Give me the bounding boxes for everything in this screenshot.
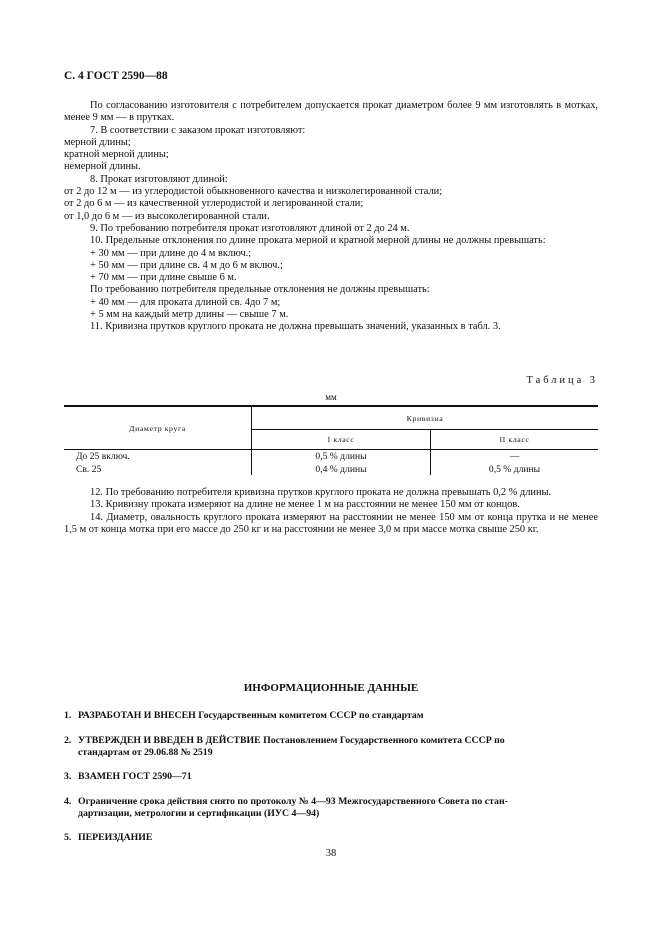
list-item: от 2 до 6 м — из качественной углеродистой и легированной стали;: [64, 198, 364, 210]
info-item-number: 2.: [64, 735, 72, 746]
clause-13: 13. Кривизну проката измеряют на длине не менее 1 м на расстоянии не менее 150 мм от концов.: [90, 499, 520, 511]
column-header-diameter: Диаметр круга: [64, 406, 252, 450]
paragraph-customer-deviations: По требованию потребителя предельные отклонения не должны превышать:: [90, 284, 430, 296]
clause-14: 14. Диаметр, овальность круглого проката измеряют на расстоянии не менее 150 мм от конца прутка и не менее 1,5 м от конца мотка при его массе до 250 кг и на расстоянии не менее 3,0 м при массе мотка свыше 250 кг.: [64, 511, 598, 535]
info-item-text: РАЗРАБОТАН И ВНЕСЕН Государственным комитетом СССР по стандартам: [78, 710, 424, 721]
info-item-text: дартизации, метрологии и сертификации (ИУС 4—94): [78, 807, 320, 819]
column-header-class-1: I класс: [252, 430, 431, 450]
column-header-class-2: II класс: [431, 430, 599, 450]
info-item-text: Ограничение срока действия снято по протоколу № 4—93 Межгосударственного Совета по стан-: [78, 796, 508, 807]
list-item: от 2 до 12 м — из углеродистой обыкновенного качества и низколегированной стали;: [64, 186, 443, 198]
page-header: С. 4 ГОСТ 2590—88: [64, 70, 168, 82]
table-row: [64, 463, 598, 476]
list-item: мерной длины;: [64, 136, 131, 148]
list-item: + 5 мм на каждый метр длины — свыше 7 м.: [90, 309, 289, 321]
table-cell: 0,5 % длины: [252, 450, 431, 463]
clause-8: 8. Прокат изготовляют длиной:: [90, 173, 228, 185]
table-caption: Таблица 3: [526, 375, 598, 386]
table-units: мм: [325, 392, 337, 402]
info-item-number: 4.: [64, 796, 72, 807]
list-item: + 70 мм — при длине свыше 6 м.: [90, 272, 237, 284]
info-item-number: 5.: [64, 832, 72, 843]
info-item-text: стандартам от 29.06.88 № 2519: [78, 746, 213, 758]
list-item: + 50 мм — при длине св. 4 м до 6 м включ.;: [90, 259, 283, 271]
clause-10: 10. Предельные отклонения по длине проката мерной и кратной мерной длины не должны превышать:: [90, 235, 546, 247]
table-cell: До 25 включ.: [64, 450, 252, 463]
curvature-table: [64, 405, 598, 475]
page-number: 38: [325, 848, 337, 859]
column-header-curvature: Кривизна: [252, 406, 599, 430]
info-item: [64, 832, 598, 844]
list-item: кратной мерной длины;: [64, 149, 169, 161]
clause-9: 9. По требованию потребителя прокат изготовляют длиной от 2 до 24 м.: [90, 222, 410, 234]
main-text-continued: [64, 487, 598, 536]
info-item: [64, 796, 598, 820]
info-item: [64, 735, 598, 759]
info-item-text: УТВЕРЖДЕН И ВВЕДЕН В ДЕЙСТВИЕ Постановлением Государственного комитета СССР по: [78, 735, 505, 746]
table-cell: 0,5 % длины: [488, 463, 541, 475]
info-item-text: ПЕРЕИЗДАНИЕ: [78, 832, 153, 843]
list-item: немерной длины.: [64, 161, 141, 173]
list-item: + 30 мм — при длине до 4 м включ.;: [90, 247, 252, 259]
info-item-number: 3.: [64, 771, 72, 782]
clause-7: 7. В соответствии с заказом прокат изготовляют:: [90, 124, 306, 136]
info-section-title: ИНФОРМАЦИОННЫЕ ДАННЫЕ: [243, 682, 419, 694]
table-row: [64, 450, 598, 463]
main-text: [64, 100, 598, 334]
info-item-text: ВЗАМЕН ГОСТ 2590—71: [78, 771, 192, 782]
info-item-number: 1.: [64, 710, 72, 721]
info-item: [64, 771, 598, 783]
paragraph-coils: По согласованию изготовителя с потребителем допускается прокат диаметром более 9 мм изготовлять в мотках, менее 9 мм — в прутках.: [64, 100, 598, 124]
list-item: + 40 мм — для проката длиной св. 4до 7 м;: [90, 296, 281, 308]
info-item: [64, 710, 598, 722]
table-cell: Св. 25: [64, 463, 252, 476]
table-cell: —: [509, 451, 520, 462]
clause-11: 11. Кривизна прутков круглого проката не должна превышать значений, указанных в табл. 3.: [90, 321, 501, 333]
clause-12: 12. По требованию потребителя кривизна прутков круглого проката не должна превышать 0,2 % длины.: [90, 487, 552, 498]
table-cell: 0,4 % длины: [252, 463, 431, 476]
list-item: от 1,0 до 6 м — из высоколегированной стали.: [64, 210, 270, 222]
